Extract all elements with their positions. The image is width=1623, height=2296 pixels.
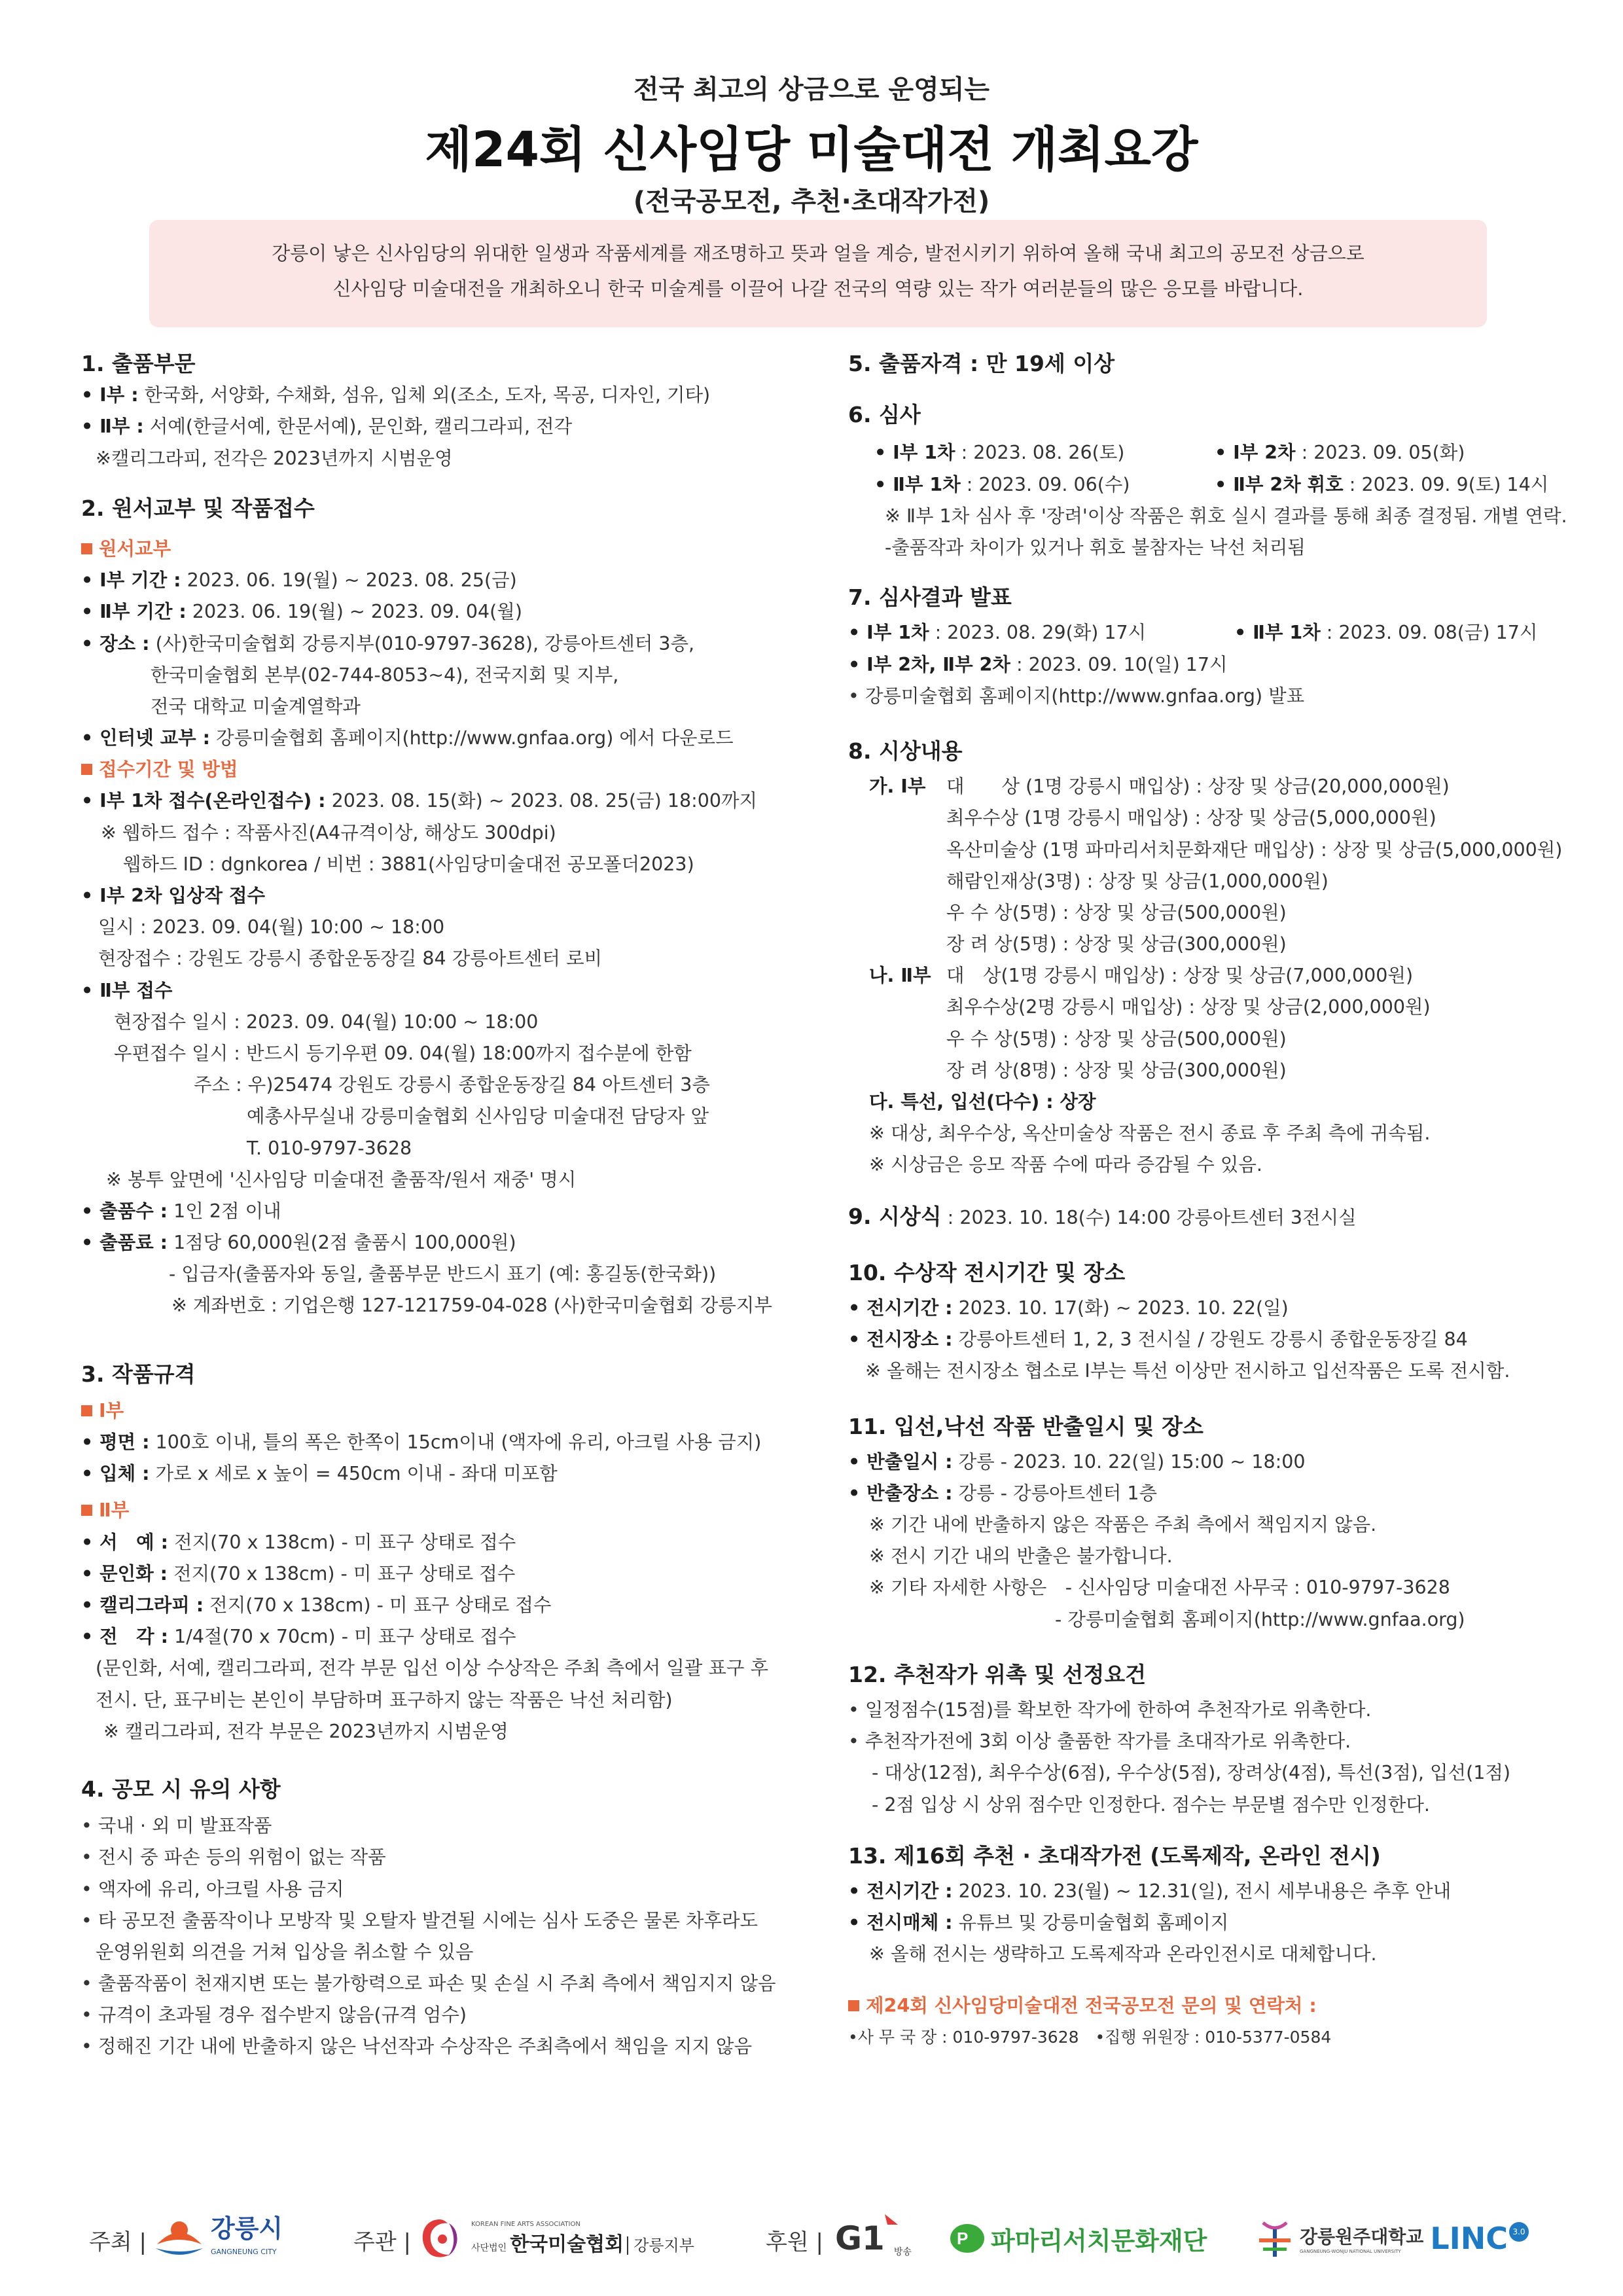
note: ※ 올해는 전시장소 협소로 Ⅰ부는 특선 이상만 전시하고 입선작품은 도록 전시함.: [865, 1360, 1510, 1382]
square-bullet-icon: [848, 2000, 859, 2011]
linc-logo-text: LINC: [1430, 2221, 1508, 2256]
contact-title: 제24회 신사임당미술대전 전국공모전 문의 및 연락처 :: [848, 1990, 1575, 2022]
list-item: • 문인화 : 전지(70 x 138cm) - 미 표구 상태로 접수: [81, 1562, 516, 1585]
list-item: • 국내 · 외 미 발표작품: [81, 1815, 272, 1837]
section-title: 8. 시상내용: [848, 738, 963, 764]
list-item: • 입체 : 가로 x 세로 x 높이 = 450cm 이내 - 좌대 미포함: [81, 1463, 558, 1485]
award-row: 다. 특선, 입선(다수) : 상장: [869, 1091, 1096, 1113]
kfaa-branch: 강릉지부: [627, 2236, 694, 2255]
section-title: 9. 시상식 : 2023. 10. 18(수) 14:00 강릉아트센터 3전시실: [848, 1203, 1357, 1229]
list-item: • 출품수 : 1인 2점 이내: [81, 1200, 281, 1222]
header-subtitle: 전국 최고의 상금으로 운영되는: [633, 75, 990, 105]
svg-text:P: P: [957, 2229, 969, 2248]
g1-text: G1: [835, 2219, 885, 2257]
intro-box: [149, 220, 1487, 327]
list-item: • Ⅰ부 2차, Ⅱ부 2차 : 2023. 09. 10(일) 17시: [848, 653, 1228, 675]
contact-text: •사 무 국 장 : 010-9797-3628 •집행 위원장 : 010-5377-0584: [848, 2027, 1332, 2047]
gwnu-emblem-icon: [1255, 2217, 1294, 2259]
list-item: • Ⅰ부 2차 입상작 접수: [81, 885, 266, 907]
note: ※ 대상, 최우수상, 옥산미술상 작품은 전시 종료 후 주최 측에 귀속됨.: [869, 1122, 1431, 1145]
award-row: 장 려 상(5명) : 상장 및 상금(300,000원): [946, 933, 1287, 956]
square-bullet-icon: [81, 764, 92, 775]
award-row: 장 려 상(8명) : 상장 및 상금(300,000원): [946, 1059, 1287, 1081]
award-row: 최우수상 (1명 강릉시 매입상) : 상장 및 상금(5,000,000원): [946, 807, 1436, 829]
note: ※ 기간 내에 반출하지 않은 작품은 주최 측에서 책임지지 않음.: [869, 1514, 1377, 1536]
award-row: 가. Ⅰ부 대 상 (1명 강릉시 매입상) : 상장 및 상금(20,000,000원): [869, 776, 1450, 798]
section-title: 4. 공모 시 유의 사항: [81, 1776, 281, 1802]
note: ※ 올해 전시는 생략하고 도록제작과 온라인전시로 대체합니다.: [869, 1943, 1377, 1965]
section-title: 2. 원서교부 및 작품접수: [81, 495, 315, 521]
list-item: • Ⅱ부 기간 : 2023. 06. 19(월) ~ 2023. 09. 04(월): [81, 601, 522, 623]
section-title: 11. 입선,낙선 작품 반출일시 및 장소: [848, 1413, 1204, 1439]
header: [0, 72, 1623, 219]
left-column: [81, 346, 827, 2063]
section-title: 10. 수상작 전시기간 및 장소: [848, 1259, 1126, 1285]
list-item: - 입금자(출품자와 동일, 출품부문 반드시 표기 (예: 홍길동(한국화)): [169, 1263, 717, 1285]
list-item: 전국 대학교 미술계열학과: [151, 695, 361, 717]
list-item: • 반출장소 : 강릉 - 강릉아트센터 1층: [848, 1482, 1158, 1504]
list-item: 우편접수 일시 : 반드시 등기우편 09. 04(월) 18:00까지 접수분에 한함: [114, 1042, 692, 1064]
list-item: 현장접수 일시 : 2023. 09. 04(월) 10:00 ~ 18:00: [114, 1011, 539, 1033]
list-item: • 반출일시 : 강릉 - 2023. 10. 22(일) 15:00 ~ 18:00: [848, 1450, 1306, 1473]
list-item: 일시 : 2023. 09. 04(월) 10:00 ~ 18:00: [98, 916, 445, 939]
list-item: • 일정점수(15점)를 확보한 작가에 한하여 추천작가로 위촉한다.: [848, 1699, 1372, 1721]
note: ※ 계좌번호 : 기업은행 127-121759-04-028 (사)한국미술협회 강릉지부: [171, 1295, 772, 1317]
sponsor-label: 후원 |: [766, 2229, 823, 2255]
list-item: • 전시기간 : 2023. 10. 17(화) ~ 2023. 10. 22(일): [848, 1297, 1289, 1319]
list-item: • 장소 : (사)한국미술협회 강릉지부(010-9797-3628), 강릉아트센터 3층,: [81, 632, 695, 655]
list-item: • 평면 : 100호 이내, 틀의 폭은 한쪽이 15cm이내 (액자에 유리, 아크릴 사용 금지): [81, 1431, 762, 1454]
g1-logo: [835, 2212, 912, 2265]
section-title: 7. 심사결과 발표: [848, 584, 1012, 611]
list-item: • 액자에 유리, 아크릴 사용 금지: [81, 1878, 344, 1900]
list-item: - 2점 입상 시 상위 점수만 인정한다. 점수는 부문별 점수만 인정한다.: [872, 1793, 1430, 1816]
award-row: 최우수상(2명 강릉시 매입상) : 상장 및 상금(2,000,000원): [946, 996, 1431, 1018]
note: ※ 전시 기간 내의 반출은 불가합니다.: [869, 1545, 1173, 1568]
right-column: [848, 346, 1575, 2053]
list-item: • 강릉미술협회 홈페이지(http://www.gnfaa.org) 발표: [848, 685, 1305, 707]
kfaa-name: 한국미술협회: [510, 2233, 624, 2256]
list-item: • Ⅰ부 1차 : 2023. 08. 29(화) 17시 • Ⅱ부 1차 : 2023. 09. 08(금) 17시: [848, 622, 1538, 644]
award-row: 옥산미술상 (1명 파마리서치문화재단 매입상) : 상장 및 상금(5,000,000원): [946, 838, 1563, 861]
g1-sub: 방송: [893, 2247, 912, 2257]
note: ※ 기타 자세한 사항은 - 신사임당 미술대전 사무국 : 010-9797-3628: [869, 1577, 1450, 1599]
list-item: • 타 공모전 출품작이나 모방작 및 오탈자 발견될 시에는 심사 도중은 물론 차후라도: [81, 1909, 758, 1931]
host-name: 강릉시: [211, 2214, 283, 2243]
pharmaresearch-emblem-icon: [949, 2222, 986, 2255]
list-item: • Ⅱ부 1차 : 2023. 09. 06(수) • Ⅱ부 2차 휘호 : 2023. 09. 9(토) 14시: [874, 473, 1549, 495]
organizer-label: 주관 |: [353, 2229, 411, 2255]
section-title: 3. 작품규격: [81, 1361, 196, 1387]
note: ※캘리그라피, 전각은 2023년까지 시범운영: [96, 447, 453, 469]
note: -출품작과 차이가 있거나 휘호 불참자는 낙선 처리됨: [885, 536, 1306, 558]
list-item: • 정해진 기간 내에 반출하지 않은 낙선작과 수상작은 주최측에서 책임을 지지 않음: [81, 2036, 752, 2058]
list-item: • 인터넷 교부 : 강릉미술협회 홈페이지(http://www.gnfaa.org) 에서 다운로드: [81, 727, 734, 749]
list-item: • 출품작품이 천재지변 또는 불가항력으로 파손 및 손실 시 주최 측에서 책임지지 않음: [81, 1973, 776, 1995]
list-item: • Ⅰ부 1차 접수(온라인접수) : 2023. 08. 15(화) ~ 2023. 08. 25(금) 18:00까지: [81, 790, 758, 812]
list-item: 운영위원회 의견을 거쳐 입상을 취소할 수 있음: [96, 1941, 474, 1963]
list-item: • Ⅰ부 1차 : 2023. 08. 26(토) • Ⅰ부 2차 : 2023. 09. 05(화): [874, 442, 1465, 464]
list-item: • 캘리그라피 : 전지(70 x 138cm) - 미 표구 상태로 접수: [81, 1594, 552, 1616]
g1-flag-icon: [881, 2213, 901, 2246]
linc-plus-badge: 3.0: [1509, 2222, 1529, 2242]
list-item: • Ⅱ부 : 서예(한글서예, 한문서예), 문인화, 캘리그라피, 전각: [81, 416, 573, 438]
list-item: • 전시장소 : 강릉아트센터 1, 2, 3 전시실 / 강원도 강릉시 종합운동장길 84: [848, 1329, 1468, 1351]
gangneung-emblem-icon: [154, 2215, 204, 2261]
list-item: • 추천작가전에 3회 이상 출품한 작가를 초대작가로 위촉한다.: [848, 1731, 1351, 1753]
kfaa-logo: [414, 2212, 694, 2265]
header-subtitle2: (전국공모전, 추천·초대작가전): [633, 187, 990, 217]
pharmaresearch-name: 파마리서치문화재단: [991, 2226, 1207, 2255]
intro-line: 강릉이 낳은 신사임당의 위대한 일생과 작품세계를 재조명하고 뜻과 얼을 계승, 발전시키기 위하여 올해 국내 최고의 공모전 상금으로: [272, 242, 1364, 264]
list-item: 전시. 단, 표구비는 본인이 부담하며 표구하지 않는 작품은 낙선 처리함): [96, 1689, 673, 1711]
subsection-title: Ⅱ부: [81, 1495, 827, 1526]
list-item: • 전 각 : 1/4절(70 x 70cm) - 미 표구 상태로 접수: [81, 1626, 516, 1648]
note: - 강릉미술협회 홈페이지(http://www.gnfaa.org): [1055, 1608, 1465, 1630]
list-item: 주소 : 우)25474 강원도 강릉시 종합운동장길 84 아트센터 3층: [194, 1074, 710, 1096]
list-item: • 전시 중 파손 등의 위험이 없는 작품: [81, 1846, 386, 1869]
kfaa-english: KOREAN FINE ARTS ASSOCIATION: [471, 2220, 580, 2228]
gwnu-name: 강릉원주대학교: [1300, 2226, 1424, 2248]
gangneung-logo: [154, 2212, 283, 2265]
subsection-title: Ⅰ부: [81, 1395, 827, 1427]
list-item: • Ⅰ부 기간 : 2023. 06. 19(월) ~ 2023. 08. 25(금): [81, 569, 517, 592]
award-row: 해람인재상(3명) : 상장 및 상금(1,000,000원): [946, 870, 1329, 892]
subsection-title: 원서교부: [81, 533, 827, 565]
list-item: • 전시기간 : 2023. 10. 23(월) ~ 12.31(일), 전시 세부내용은 추후 안내: [848, 1880, 1452, 1902]
subsection-title: 접수기간 및 방법: [81, 754, 827, 785]
award-row: 우 수 상(5명) : 상장 및 상금(500,000원): [946, 1028, 1287, 1050]
section-title: 6. 심사: [848, 402, 921, 428]
section-title: 13. 제16회 추천 · 초대작가전 (도록제작, 온라인 전시): [848, 1842, 1381, 1869]
intro-line: 신사임당 미술대전을 개최하오니 한국 미술계를 이끌어 나갈 전국의 역량 있는 작가 여러분들의 많은 응모를 바랍니다.: [332, 278, 1304, 300]
square-bullet-icon: [81, 1505, 92, 1516]
host-label: 주최 |: [89, 2229, 147, 2255]
list-item: (문인화, 서예, 캘리그라피, 전각 부문 입선 이상 수상작은 주최 측에서 일괄 표구 후: [96, 1657, 769, 1679]
footer: [0, 2212, 1623, 2291]
note: ※ 봉투 앞면에 '신사임당 미술대전 출품작/원서 재중' 명시: [106, 1168, 577, 1191]
gwnu-logo: [1255, 2212, 1529, 2265]
list-item: • 규격이 초과될 경우 접수받지 않음(규격 엄수): [81, 2004, 467, 2026]
note: ※ Ⅱ부 1차 심사 후 '장려'이상 작품은 휘호 실시 결과를 통해 최종 결정됨. 개별 연락.: [885, 505, 1567, 527]
award-row: 나. Ⅱ부 대 상(1명 강릉시 매입상) : 상장 및 상금(7,000,000원): [869, 965, 1414, 987]
square-bullet-icon: [81, 1405, 92, 1416]
section-title: 12. 추천작가 위촉 및 선정요건: [848, 1661, 1147, 1687]
square-bullet-icon: [81, 543, 92, 554]
note: ※ 캘리그라피, 전각 부문은 2023년까지 시범운영: [103, 1720, 508, 1742]
list-item: T. 010-9797-3628: [247, 1137, 412, 1159]
section-title: 5. 출품자격 : 만 19세 이상: [848, 351, 1115, 376]
note: 웹하드 ID : dgnkorea / 비번 : 3881(사임당미술대전 공모폴더2023): [123, 853, 694, 875]
list-item: • Ⅰ부 : 한국화, 서양화, 수채화, 섬유, 입체 외(조소, 도자, 목공, 디자인, 기타): [81, 384, 711, 406]
list-item: 예총사무실내 강릉미술협회 신사임당 미술대전 담당자 앞: [247, 1105, 709, 1128]
list-item: 현장접수 : 강원도 강릉시 종합운동장길 84 강릉아트센터 로비: [98, 948, 603, 970]
page-title: 제24회 신사임당 미술대전 개최요강: [425, 122, 1198, 178]
note: ※ 웹하드 접수 : 작품사진(A4규격이상, 해상도 300dpi): [101, 821, 556, 844]
list-item: • 서 예 : 전지(70 x 138cm) - 미 표구 상태로 접수: [81, 1531, 516, 1553]
award-row: 우 수 상(5명) : 상장 및 상금(500,000원): [946, 901, 1287, 924]
kfaa-emblem-icon: [414, 2215, 466, 2261]
list-item: • Ⅱ부 접수: [81, 979, 173, 1001]
kfaa-prefix: 사단법인: [471, 2242, 507, 2253]
list-item: • 전시매체 : 유튜브 및 강릉미술협회 홈페이지: [848, 1912, 1229, 1934]
section-title: 1. 출품부문: [81, 351, 196, 376]
gwnu-sub: GANGNEUNG-WONJU NATIONAL UNIVERSITY: [1300, 2249, 1401, 2254]
pharmaresearch-logo: [949, 2212, 1207, 2265]
host-sub: GANGNEUNG CITY: [211, 2248, 277, 2256]
list-item: - 대상(12점), 최우수상(6점), 우수상(5점), 장려상(4점), 특선(3점), 입선(1점): [872, 1762, 1510, 1784]
note: ※ 시상금은 응모 작품 수에 따라 증감될 수 있음.: [869, 1154, 1262, 1176]
list-item: • 출품료 : 1점당 60,000원(2점 출품시 100,000원): [81, 1232, 516, 1254]
list-item: 한국미술협회 본부(02-744-8053~4), 전국지회 및 지부,: [151, 664, 619, 686]
